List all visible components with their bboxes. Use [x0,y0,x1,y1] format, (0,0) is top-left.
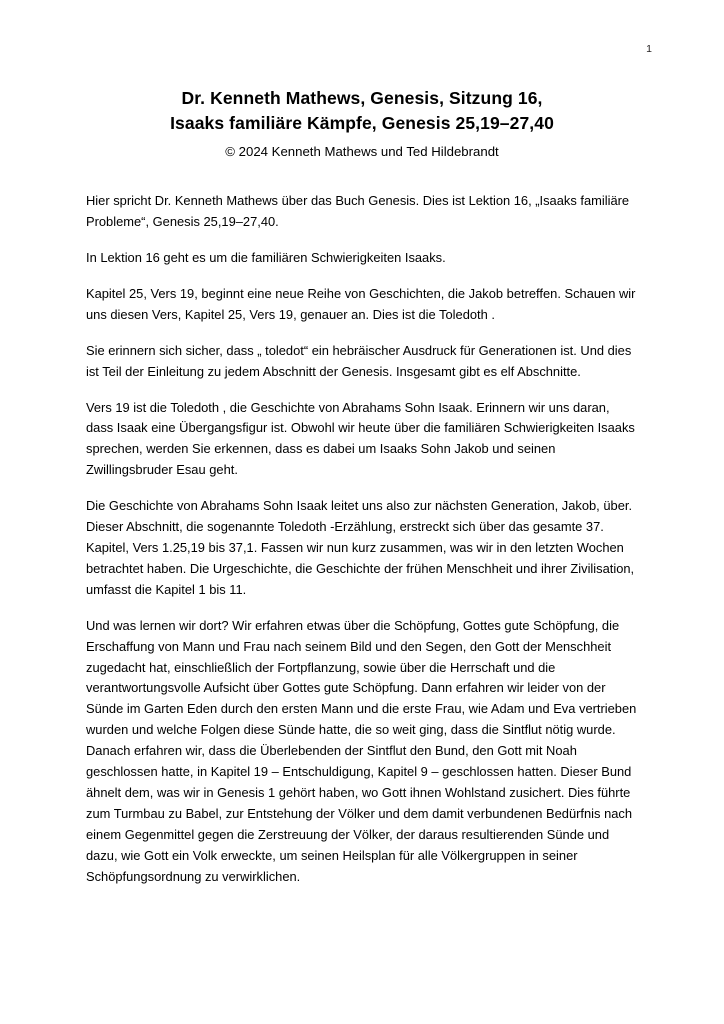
paragraph: Sie erinnern sich sicher, dass „ toledot“ ein hebräischer Ausdruck für Generationen ist. Und dies ist Teil der Einleitung zu jedem Abschnitt der Genesis. Insgesamt gibt es elf Abschnitte. [86,342,632,379]
page-title-line-2: Isaaks familiäre Kämpfe, Genesis 25,19–27,40 [170,113,554,134]
paragraph: Die Geschichte von Abrahams Sohn Isaak leitet uns also zur nächsten Generation, Jakob, über. Dieser Abschnitt, die sogenannte Toledoth -Erzählung, erstreckt sich über das gesamte 37. Kapitel, Vers 1.25,19 bis 37,1. Fassen wir nun kurz zusammen, was wir in den letzten Wochen betrachtet haben. Die Urgeschichte, die Geschichte der frühen Menschheit und ihrer Zivilisation, umfasst die Kapitel 1 bis 11. [86,498,635,597]
page-title-line-1: Dr. Kenneth Mathews, Genesis, Sitzung 16, [181,88,543,108]
paragraph: In Lektion 16 geht es um die familiären Schwierigkeiten Isaaks. [86,250,446,266]
page-number: 1 [646,43,652,55]
copyright-line: © 2024 Kenneth Mathews und Ted Hildebrandt [225,143,499,159]
document-content [86,86,638,888]
paragraph: Hier spricht Dr. Kenneth Mathews über das Buch Genesis. Dies ist Lektion 16, „Isaaks familiäre Probleme“, Genesis 25,19–27,40. [86,193,630,230]
paragraph: Vers 19 ist die Toledoth , die Geschichte von Abrahams Sohn Isaak. Erinnern wir uns daran, dass Isaak eine Übergangsfigur ist. Obwohl wir heute über die familiären Schwierigkeiten Isaaks sprechen, werden Sie erkennen, dass es dabei um Isaaks Sohn Jakob und seinen Zwillingsbruder Esau geht. [86,399,635,478]
paragraph: Kapitel 25, Vers 19, beginnt eine neue Reihe von Geschichten, die Jakob betreffen. Schauen wir uns diesen Vers, Kapitel 25, Vers 19, genauer an. Dies ist die Toledoth . [86,285,636,322]
page-title [86,86,638,137]
paragraph: Und was lernen wir dort? Wir erfahren etwas über die Schöpfung, Gottes gute Schöpfung, die Erschaffung von Mann und Frau nach seinem Bild und den Segen, den Gott der Menschheit zugedacht hat, einschließlich der Fortpflanzung, sowie über die Herrschaft und die verantwortungsvolle Aufsicht über Gottes gute Schöpfung. Dann erfahren wir leider von der Sünde im Garten Eden durch den ersten Mann und die erste Frau, wie Adam und Eva vertrieben wurden und welche Folgen diese Sünde hatte, die so weit ging, dass die Sintflut nötig wurde. Danach erfahren wir, dass die Überlebenden der Sintflut den Bund, den Gott mit Noah geschlossen hatte, in Kapitel 19 – Entschuldigung, Kapitel 9 – geschlossen hatten. Dieser Bund ähnelt dem, was wir in Genesis 1 gehört haben, wo Gott ihnen Wohlstand zusichert. Dies führte zum Turmbau zu Babel, zur Entstehung der Völker und dem damit verbundenen Bedürfnis nach einem Gegenmittel gegen die Zerstreuung der Völker, der daraus resultierenden Sünde und dazu, wie Gott ein Volk erweckte, um seinen Heilsplan für alle Völkergruppen in seiner Schöpfungsordnung zu verwirklichen. [86,617,637,884]
